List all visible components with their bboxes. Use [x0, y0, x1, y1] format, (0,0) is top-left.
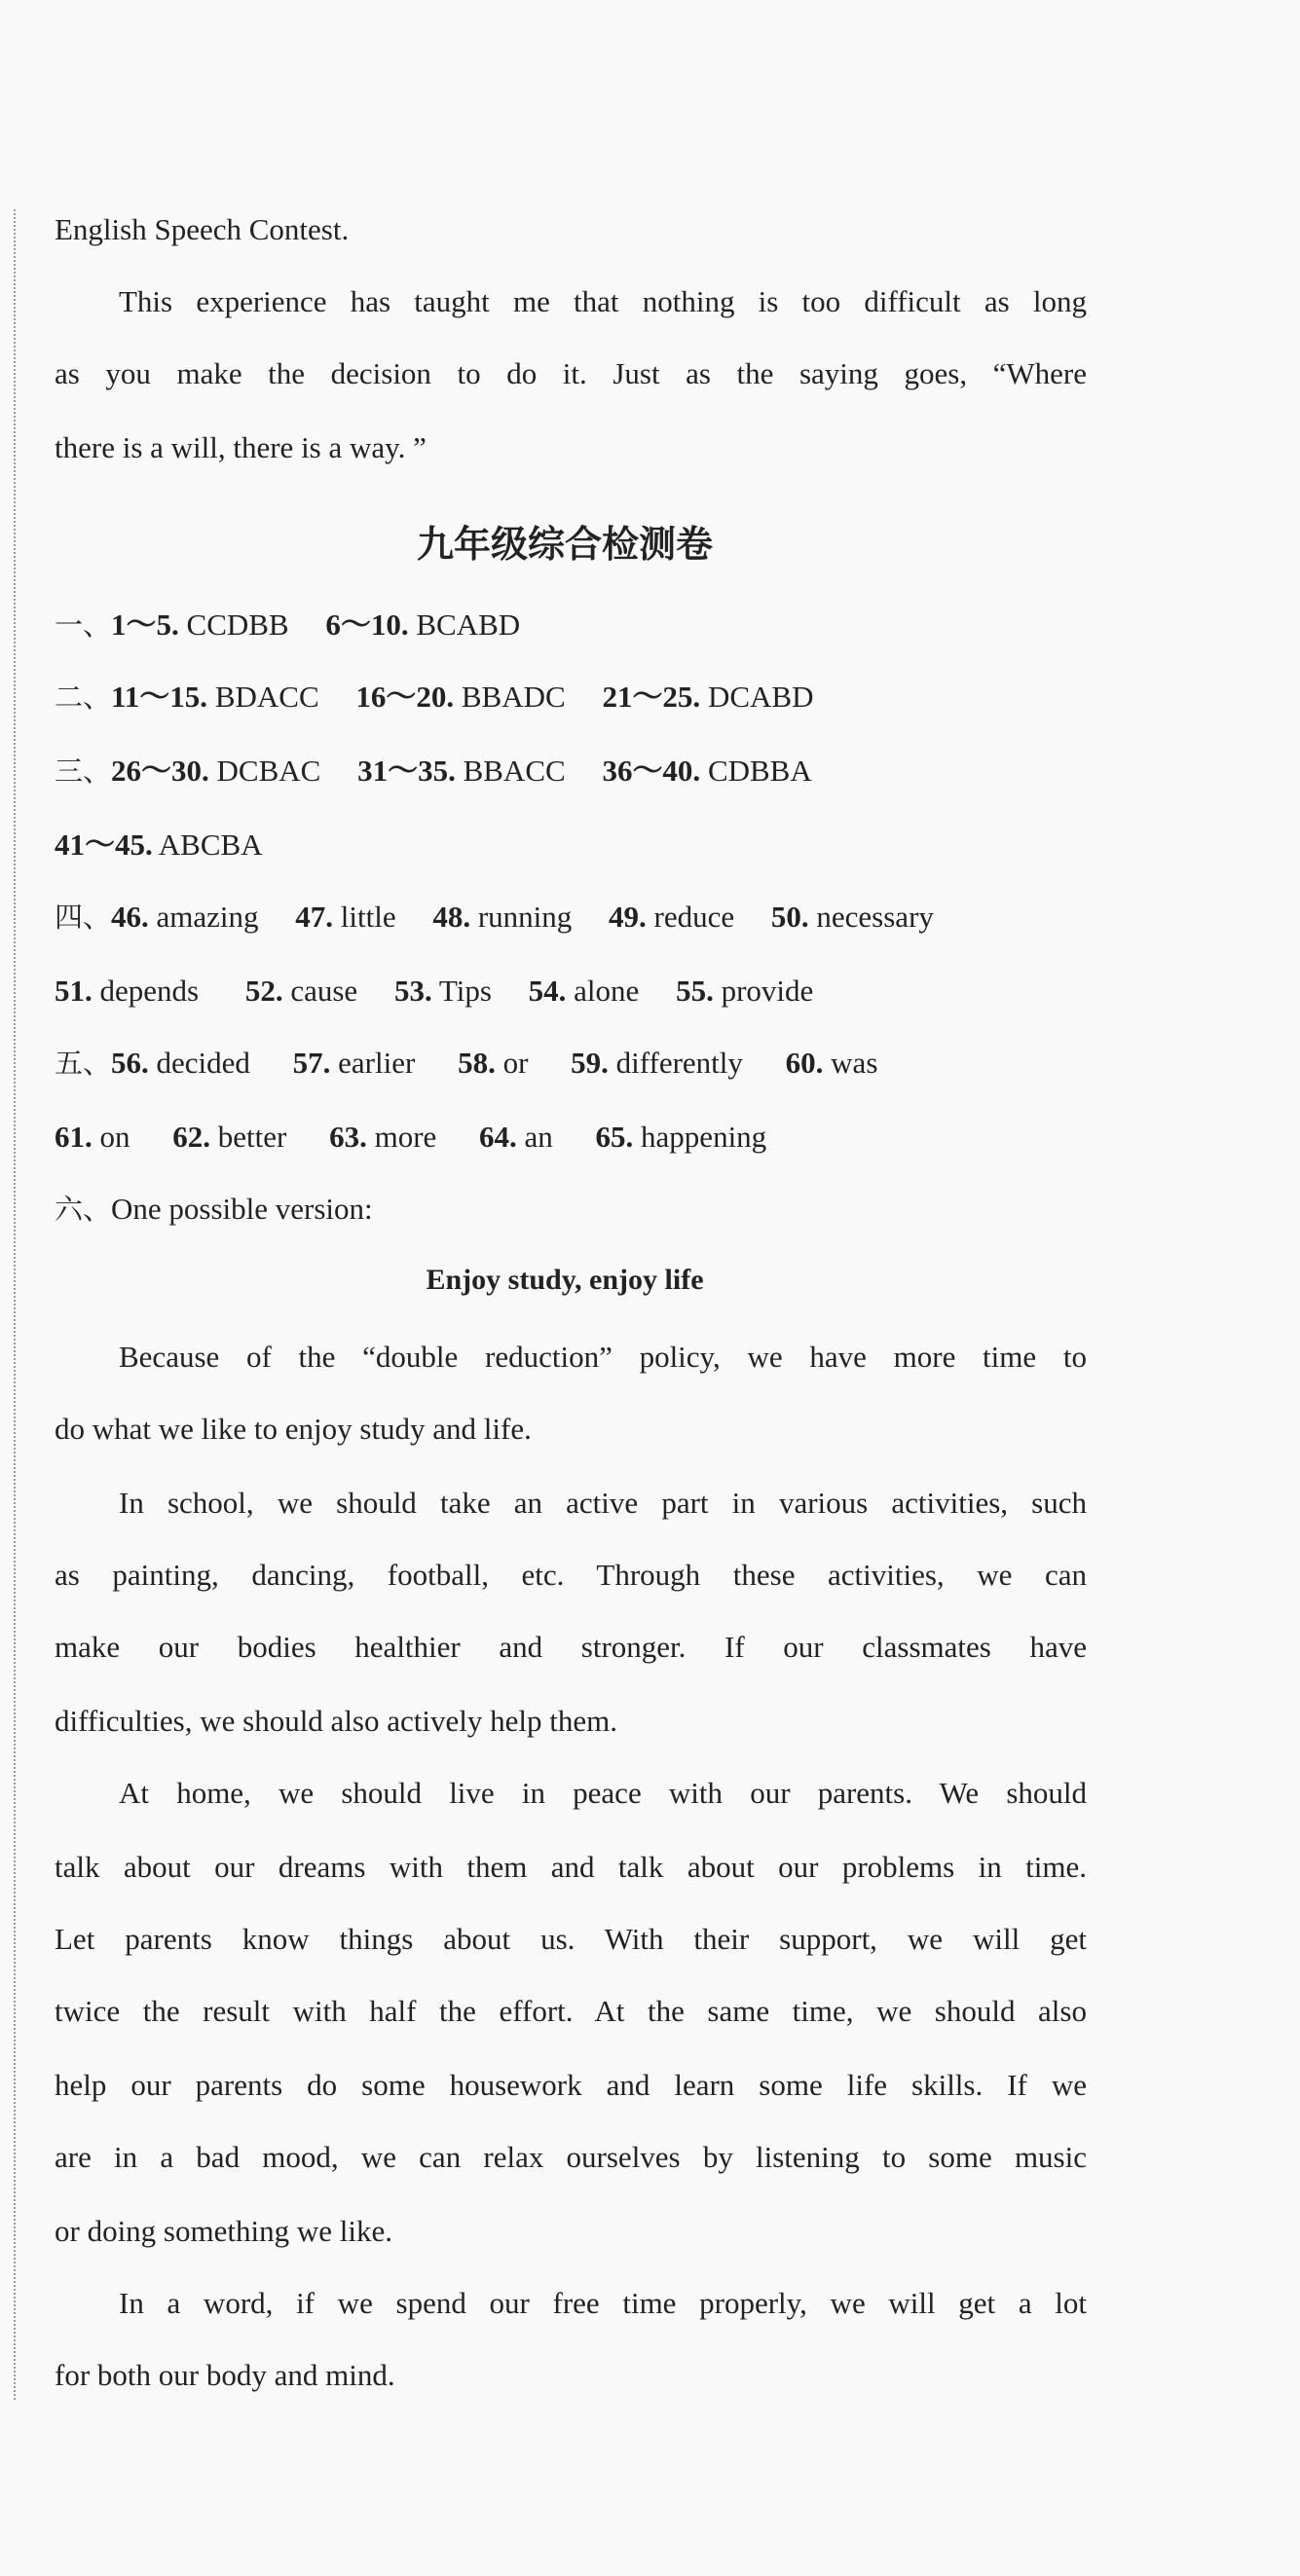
item-number: 48. [432, 900, 471, 934]
answer-word: reduce [653, 900, 735, 934]
section-marker: 三、 [55, 754, 112, 788]
section-title: 九年级综合检测卷 [416, 523, 713, 566]
answer-word: cause [290, 974, 358, 1008]
essay-line: make our bodies healthier and stronger. If our classmates have [55, 1630, 1087, 1664]
answer-word: little [340, 900, 396, 934]
answer-word: provide [721, 974, 814, 1008]
answer-key: BCABD [416, 607, 521, 642]
answer-key: BDACC [214, 680, 319, 714]
item-number: 56. [111, 1046, 149, 1080]
item-number: 49. [609, 900, 647, 934]
item-number: 51. [55, 974, 93, 1008]
item-number: 60. [785, 1046, 824, 1080]
essay-line: Let parents know things about us. With their support, we will get [55, 1922, 1087, 1956]
question-range: 26～30. [111, 754, 209, 788]
answer-row-5b [55, 1118, 766, 1157]
intro-line-4: there is a will, there is a way. ” [55, 430, 427, 464]
answer-word: earlier [338, 1046, 416, 1080]
essay-line: In a word, if we spend our free time properly, we will get a lot [119, 2286, 1087, 2320]
section-marker: 一、 [55, 608, 112, 642]
answer-word: differently [615, 1046, 743, 1080]
item-number: 58. [458, 1046, 496, 1080]
item-number: 64. [479, 1120, 517, 1154]
intro-line-3: as you make the decision to do it. Just as the saying goes, “Where [55, 356, 1087, 390]
answer-row-3 [55, 752, 812, 791]
section-6-text: One possible version: [111, 1192, 373, 1226]
answer-row-4 [55, 898, 934, 937]
item-number: 61. [55, 1120, 93, 1154]
item-number: 54. [528, 974, 567, 1008]
answer-key: BBADC [461, 680, 566, 714]
essay-line: In school, we should take an active part in various activities, such [119, 1486, 1087, 1520]
question-range: 11～15. [111, 680, 208, 714]
section-marker: 六、 [55, 1193, 112, 1226]
answer-key: CCDBB [186, 607, 289, 642]
answer-word: running [477, 900, 573, 934]
question-range: 1～5. [111, 607, 179, 642]
essay-line: are in a bad mood, we can relax ourselves by listening to some music [55, 2140, 1087, 2174]
item-number: 52. [244, 974, 283, 1008]
item-number: 63. [329, 1120, 367, 1154]
essay-line: At home, we should live in peace with our parents. We should [119, 1776, 1087, 1810]
question-range: 21～25. [602, 680, 701, 714]
item-number: 62. [172, 1120, 210, 1154]
item-number: 53. [393, 974, 432, 1008]
item-number: 57. [292, 1046, 331, 1080]
essay-line: do what we like to enjoy study and life. [55, 1412, 532, 1446]
answer-row-2 [55, 678, 813, 717]
item-number: 46. [111, 900, 149, 934]
essay-line: for both our body and mind. [55, 2358, 395, 2392]
essay-line: talk about our dreams with them and talk about our problems in time. [55, 1850, 1087, 1884]
item-number: 65. [595, 1120, 634, 1154]
item-number: 47. [295, 900, 334, 934]
answer-row-4b [55, 972, 813, 1011]
question-range: 36～40. [602, 754, 701, 788]
answer-word: amazing [156, 900, 259, 934]
answer-word: happening [641, 1120, 767, 1154]
item-number: 59. [571, 1046, 609, 1080]
answer-word: depends [99, 974, 200, 1008]
section-marker: 五、 [55, 1047, 112, 1080]
answer-row-3b [55, 826, 263, 865]
answer-key: ABCBA [158, 828, 263, 862]
essay-line: Because of the “double reduction” policy, we have more time to [119, 1340, 1087, 1374]
answer-key: DCABD [707, 680, 814, 714]
essay-line: difficulties, we should also actively help them. [55, 1704, 617, 1738]
intro-line-2: This experience has taught me that nothing is too difficult as long [119, 284, 1087, 318]
answer-word: was [831, 1046, 878, 1080]
answer-word: more [374, 1120, 437, 1154]
essay-line: help our parents do some housework and learn some life skills. If we [55, 2068, 1087, 2102]
answer-key: DCBAC [216, 754, 321, 788]
answer-word: better [217, 1120, 287, 1154]
answer-word: or [502, 1046, 529, 1080]
answer-key: BBACC [463, 754, 566, 788]
section-marker: 二、 [55, 681, 112, 714]
answer-row-1 [55, 606, 520, 644]
essay-line: twice the result with half the effort. At the same time, we should also [55, 1994, 1087, 2028]
intro-line-1: English Speech Contest. [55, 212, 350, 246]
essay-line: as painting, dancing, football, etc. Through these activities, we can [55, 1558, 1087, 1592]
answer-row-6 [55, 1190, 373, 1229]
answer-word: alone [574, 974, 640, 1008]
answer-word: on [99, 1120, 130, 1154]
essay-title: Enjoy study, enjoy life [426, 1264, 704, 1296]
question-range: 41～45. [55, 828, 153, 862]
answer-key: CDBBA [707, 754, 812, 788]
answer-word: an [524, 1120, 553, 1154]
item-number: 50. [770, 900, 809, 934]
question-range: 6～10. [325, 607, 409, 642]
essay-line: or doing something we like. [55, 2214, 392, 2248]
answer-row-5 [55, 1044, 877, 1083]
item-number: 55. [676, 974, 714, 1008]
question-range: 16～20. [355, 680, 455, 714]
section-marker: 四、 [55, 901, 112, 934]
question-range: 31～35. [357, 754, 456, 788]
answer-word: Tips [438, 974, 492, 1008]
answer-word: decided [156, 1046, 250, 1080]
answer-word: necessary [816, 900, 934, 934]
